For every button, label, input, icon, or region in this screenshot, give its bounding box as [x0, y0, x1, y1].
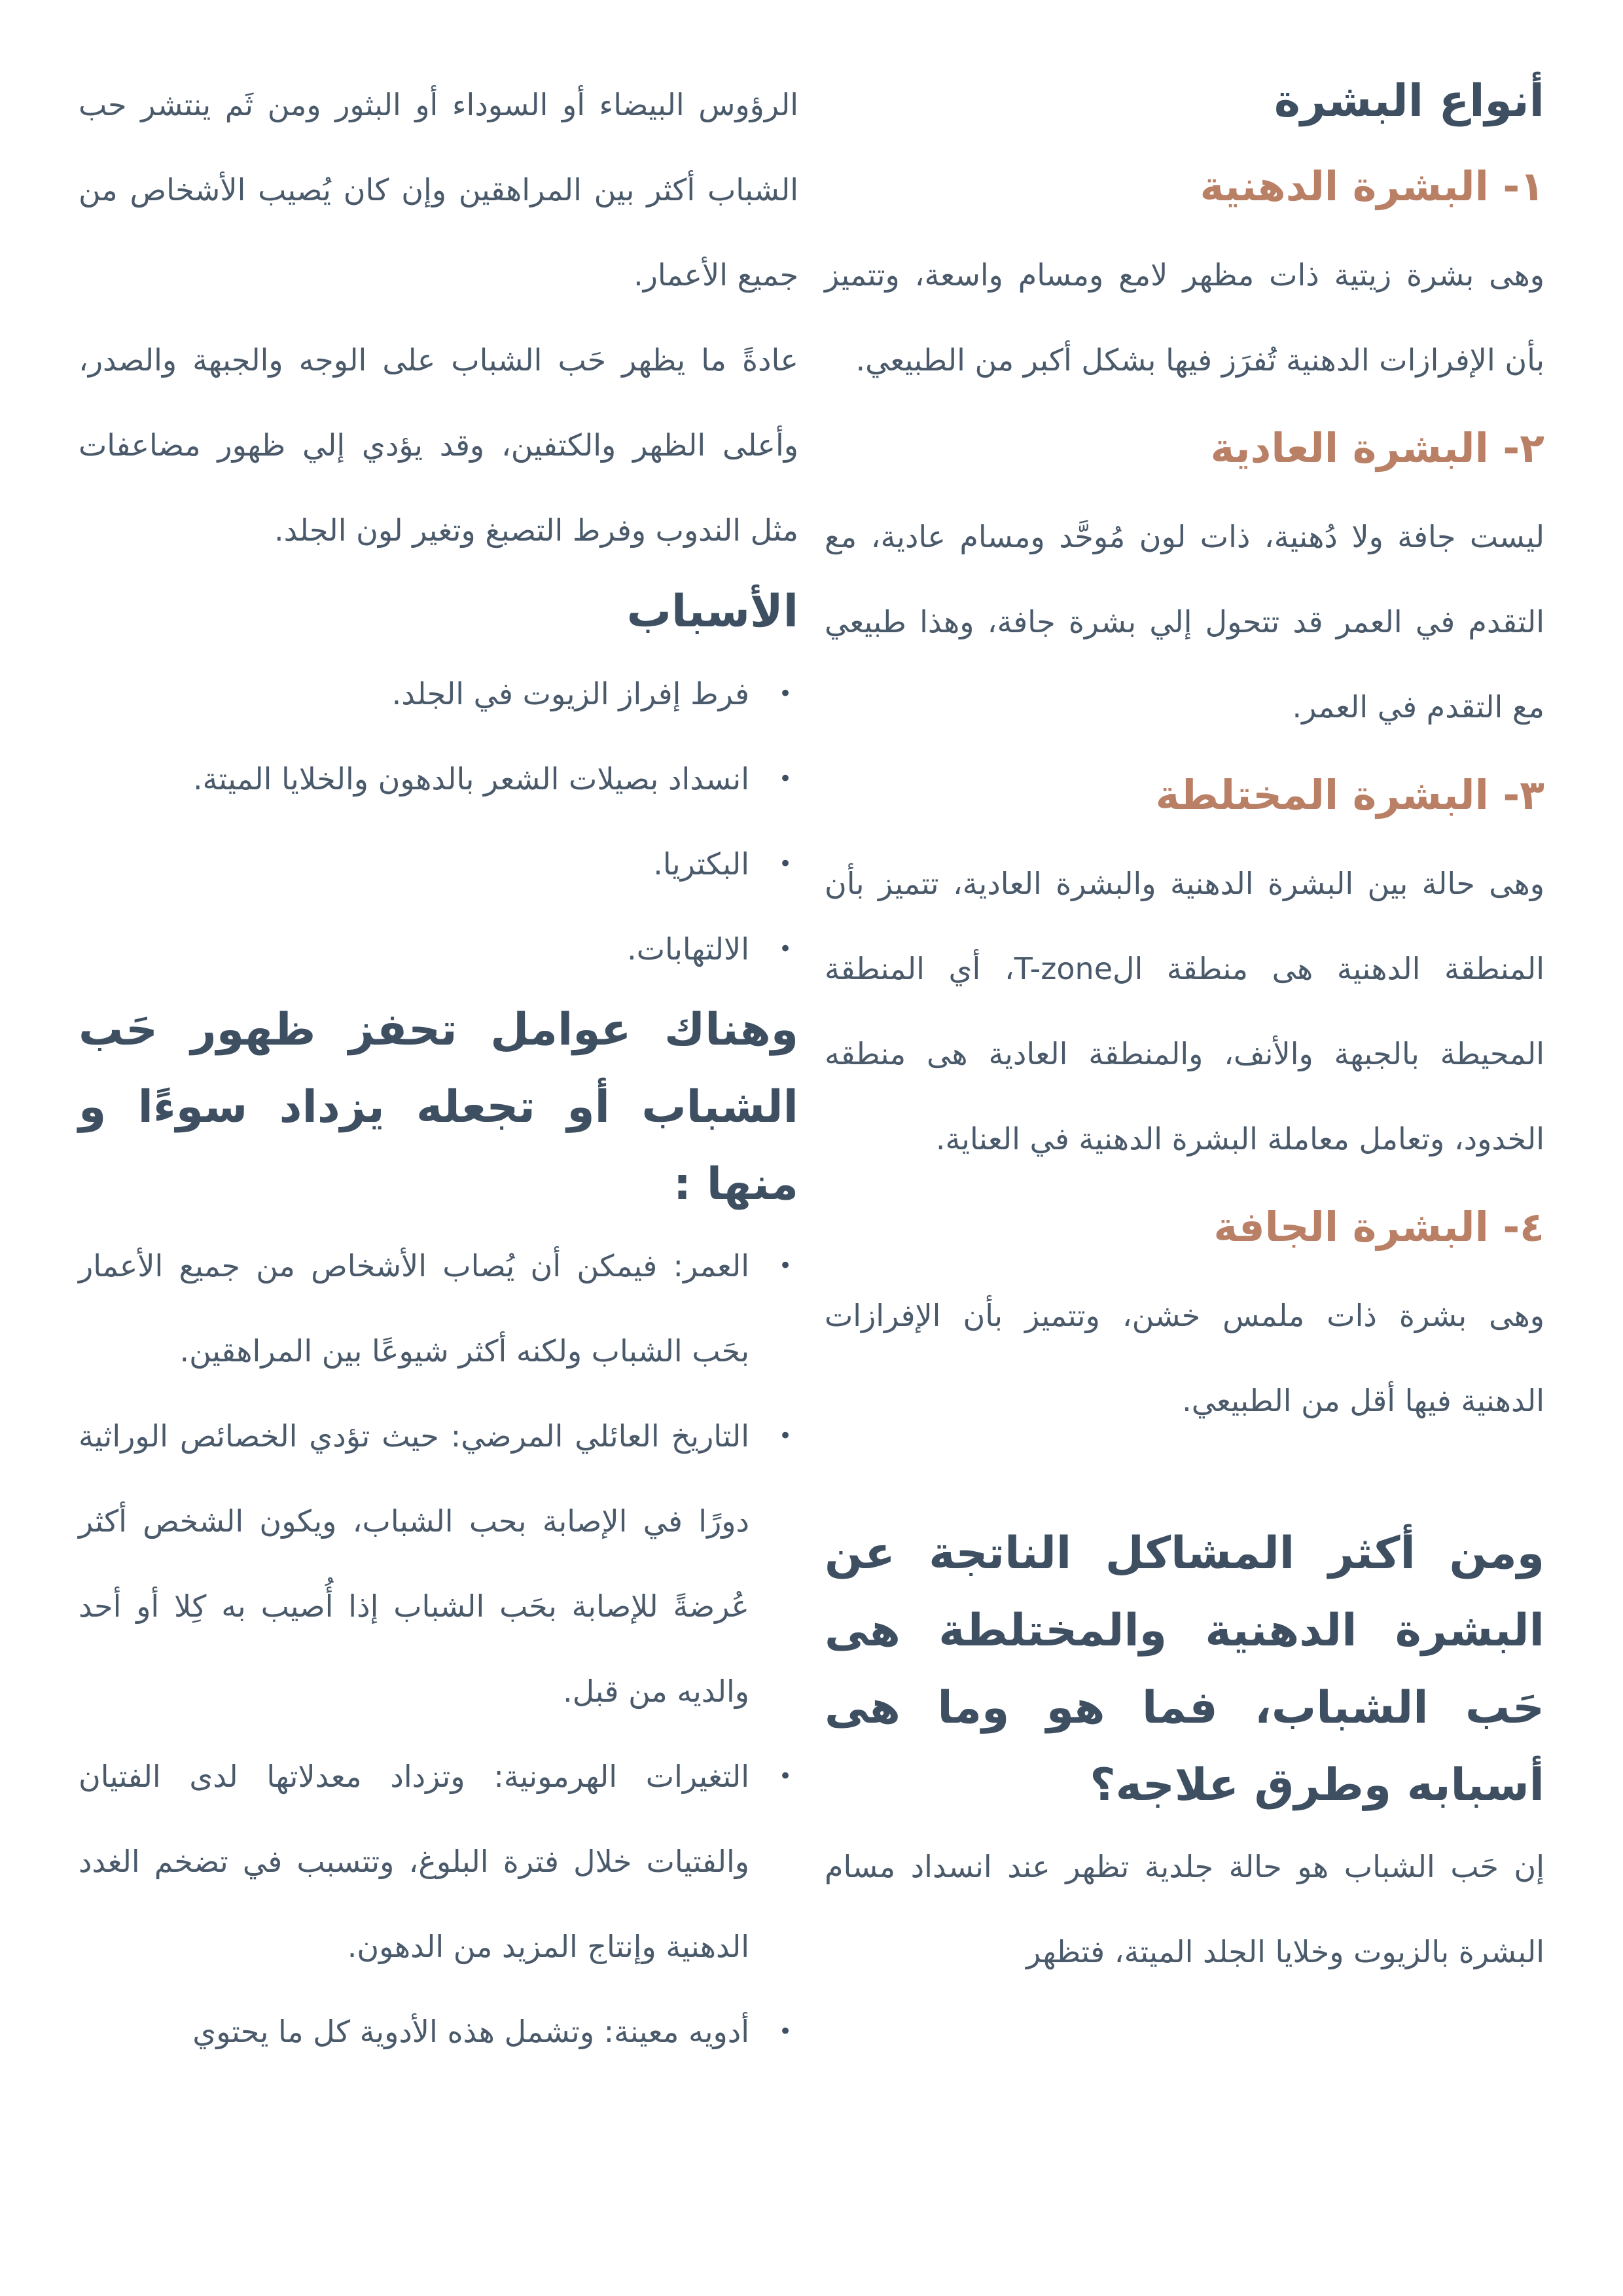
- dry-skin-text: وهى بشرة ذات ملمس خشن، وتتميز بأن الإفرازات الدهنية فيها أقل من الطبيعي.: [825, 1298, 1544, 1418]
- dry-skin-heading: ٤- البشرة الجافة: [1213, 1203, 1544, 1251]
- acne-intro-text: إن حَب الشباب هو حالة جلدية تظهر عند انسداد مسام البشرة بالزيوت وخلايا الجلد الميتة، فتظهر: [825, 1849, 1544, 1969]
- left-column: [79, 62, 798, 2074]
- combination-skin-heading: ٣- البشرة المختلطة: [1155, 771, 1544, 819]
- list-item: • فرط إفراز الزيوت في الجلد.: [79, 651, 749, 736]
- list-item: • الالتهابات.: [79, 906, 749, 992]
- combination-skin-text: وهى حالة بين البشرة الدهنية والبشرة العادية، تتميز بأن المنطقة الدهنية هى منطقة الT-zone، أي المنطقة المحيطة بالجبهة والأنف، والمنطقة العادية هى منطقه الخدود، وتعامل معاملة البشرة الدهنية في العناية.: [825, 866, 1544, 1157]
- oily-skin-text: وهى بشرة زيتية ذات مظهر لامع ومسام واسعة، وتتميز بأن الإفرازات الدهنية تُفرَز فيها بشكل أكبر من الطبيعي.: [825, 257, 1544, 378]
- list-item: • أدويه معينة: وتشمل هذه الأدوية كل ما يحتوي: [79, 1989, 749, 2074]
- oily-skin-heading: ١- البشرة الدهنية: [1200, 162, 1544, 210]
- risk-factors-list: [79, 1223, 798, 2074]
- list-item: • البكتريا.: [79, 821, 749, 906]
- acne-problem-heading: ومن أكثر المشاكل الناتجة عن البشرة الدهنية والمختلطة هى حَب الشباب، فما هو وما هى أسبابه وطرق علاجه؟: [825, 1528, 1544, 1811]
- list-item: • العمر: فيمكن أن يُصاب الأشخاص من جميع الأعمار بحَب الشباب ولكنه أكثر شيوعًا بين المراهقين.: [79, 1223, 749, 1393]
- section-spacer: [825, 1443, 1544, 1515]
- causes-list: [79, 651, 798, 992]
- skin-types-heading: أنواع البشرة: [1274, 75, 1544, 127]
- right-column: [825, 62, 1544, 1994]
- list-item: • التاريخ العائلي المرضي: حيث تؤدي الخصائص الوراثية دورًا في الإصابة بحب الشباب، ويكون الشخص أكثر عُرضةً للإصابة بحَب الشباب إذا أُصيب به كِلا أو أحد والديه من قبل.: [79, 1393, 749, 1734]
- normal-skin-text: ليست جافة ولا دُهنية، ذات لون مُوحَّد ومسام عادية، مع التقدم في العمر قد تتحول إلي بشرة جافة، وهذا طبيعي مع التقدم في العمر.: [825, 519, 1544, 725]
- acne-continuation-text: الرؤوس البيضاء أو السوداء أو البثور ومن ثَم ينتشر حب الشباب أكثر بين المراهقين وإن كان يُصيب الأشخاص من جميع الأعمار.: [79, 87, 798, 293]
- normal-skin-heading: ٢- البشرة العادية: [1210, 424, 1544, 472]
- acne-location-text: عادةً ما يظهر حَب الشباب على الوجه والجبهة والصدر، وأعلى الظهر والكتفين، وقد يؤدي إلي ظهور مضاعفات مثل الندوب وفرط التصبغ وتغير لون الجلد.: [79, 342, 798, 548]
- risk-factors-heading: وهناك عوامل تحفز ظهور حَب الشباب أو تجعله يزداد سوءًا و منها :: [79, 1004, 798, 1210]
- list-item: • التغيرات الهرمونية: وتزداد معدلاتها لدى الفتيان والفتيات خلال فترة البلوغ، وتتسبب في تضخم الغدد الدهنية وإنتاج المزيد من الدهون.: [79, 1734, 749, 1989]
- causes-heading: الأسباب: [626, 586, 798, 637]
- list-item: • انسداد بصيلات الشعر بالدهون والخلايا الميتة.: [79, 736, 749, 821]
